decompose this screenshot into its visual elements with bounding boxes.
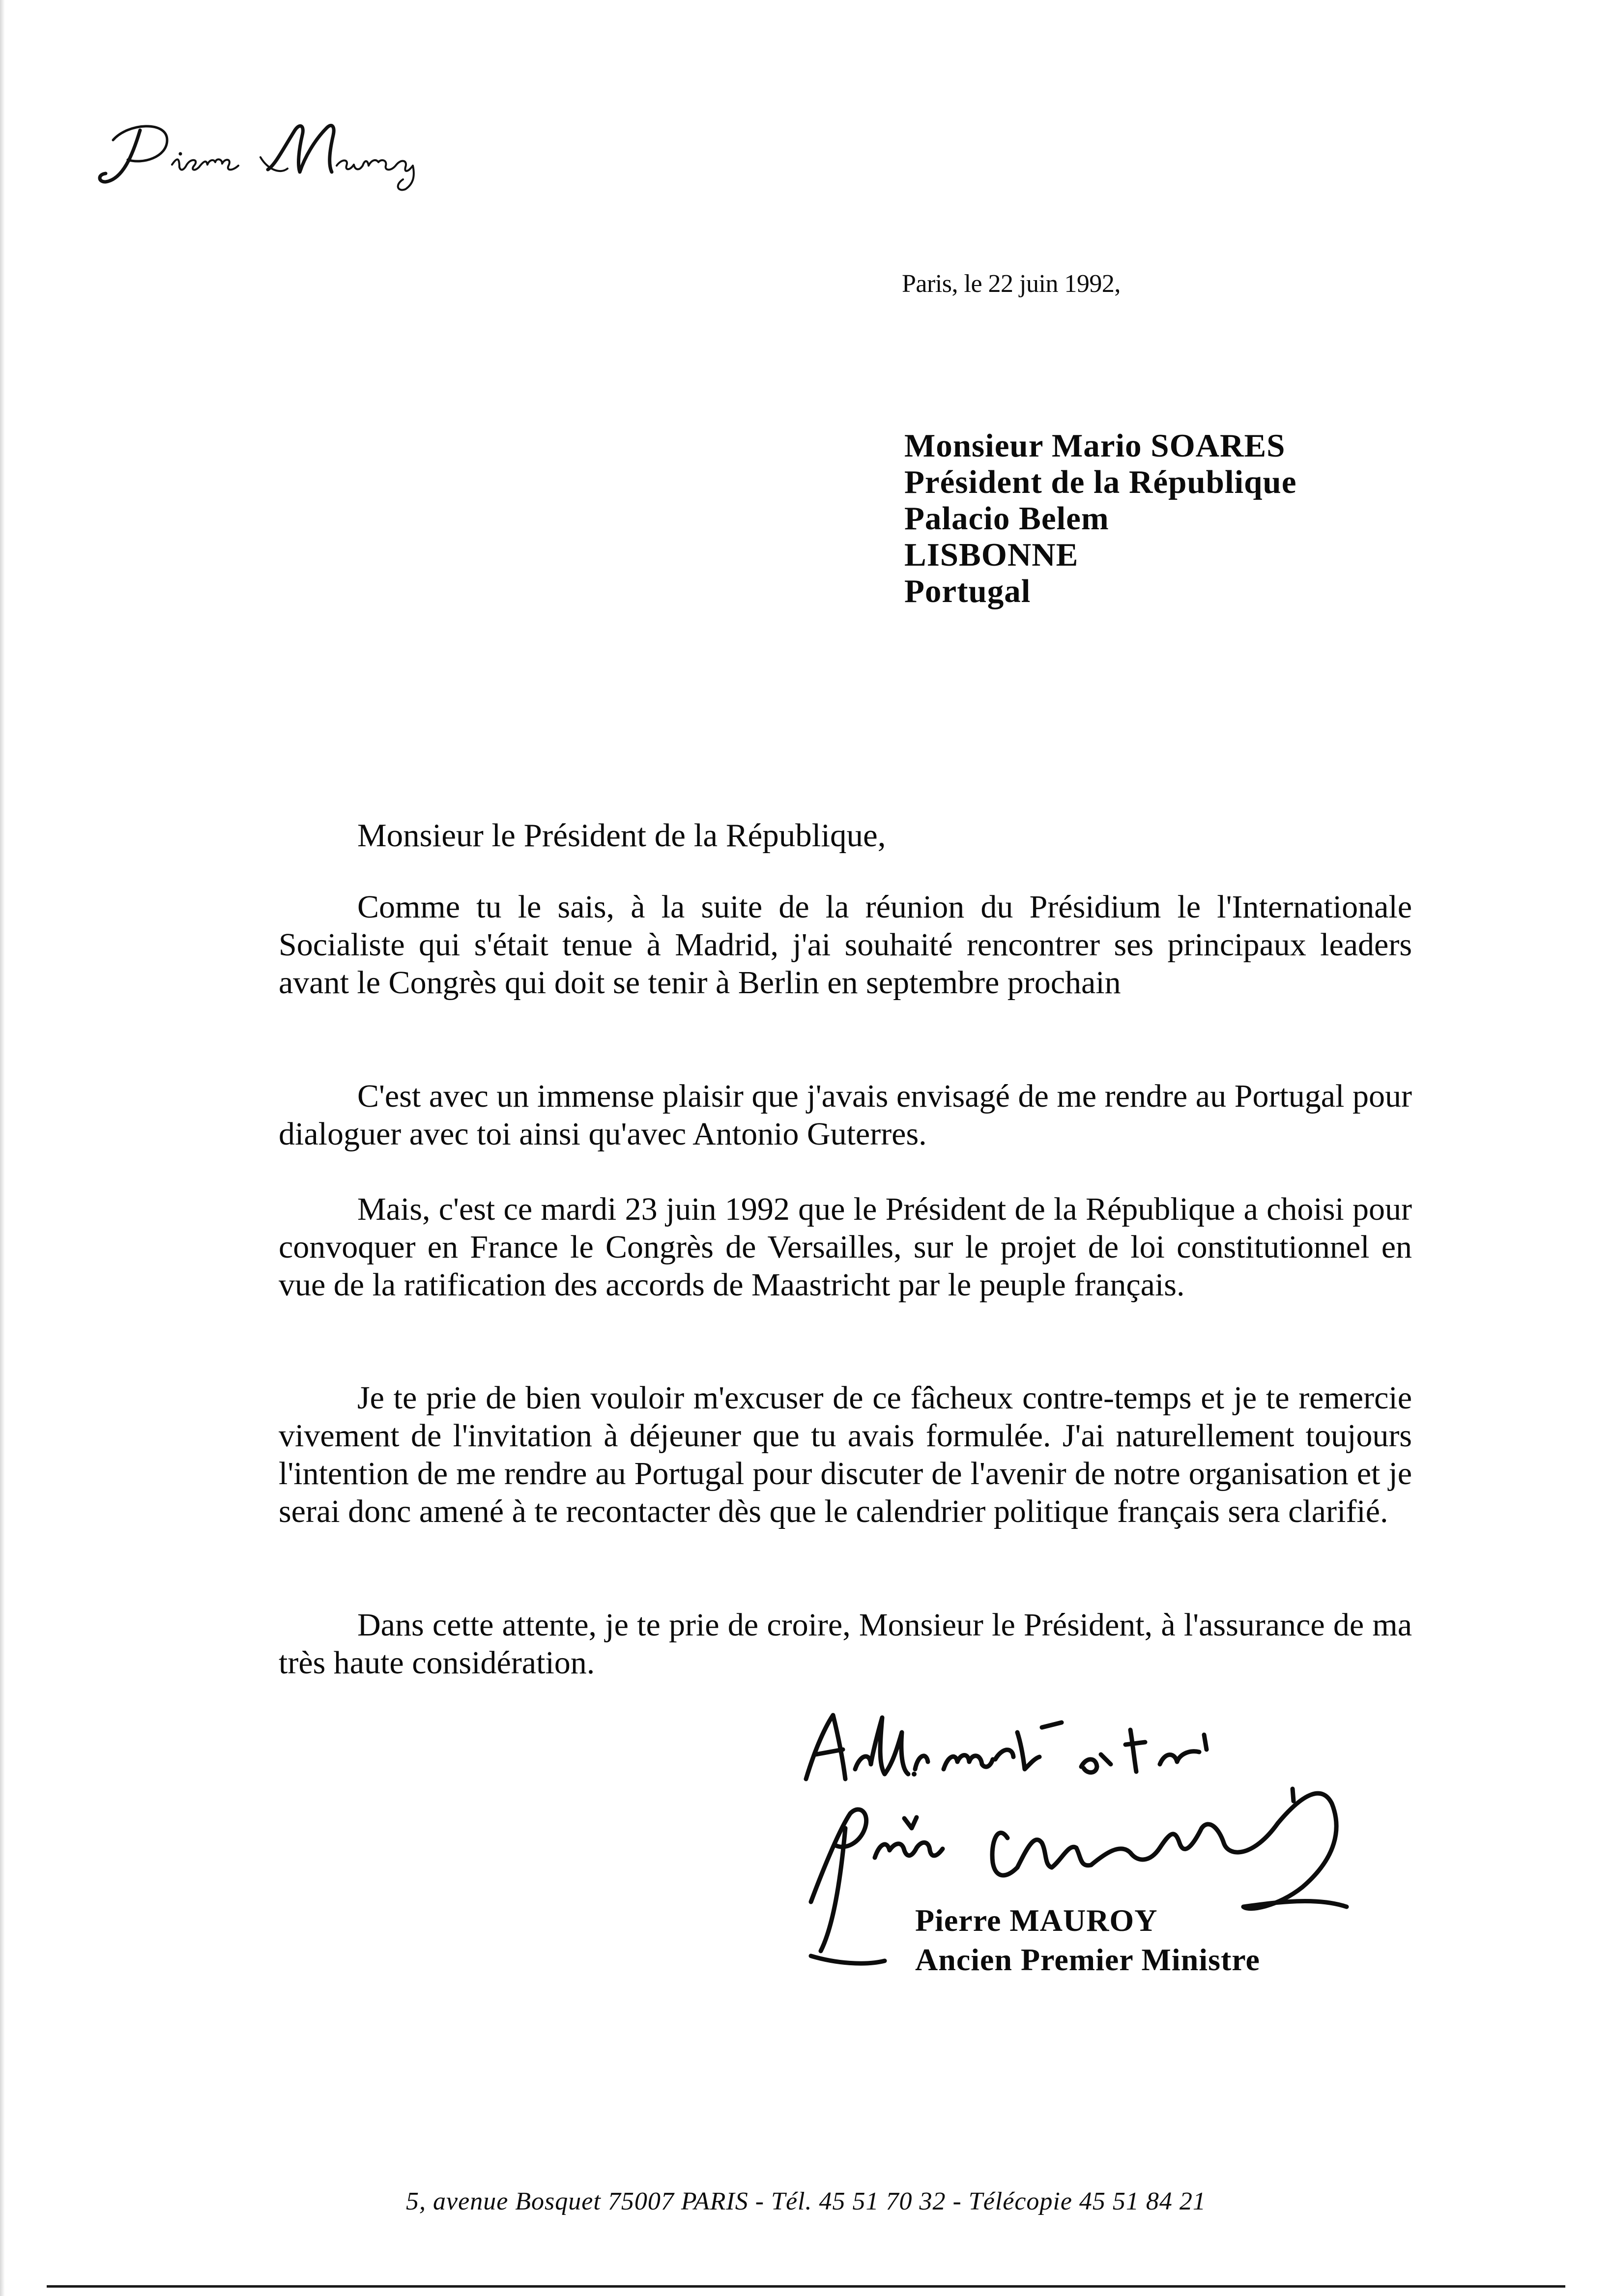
recipient-address <box>904 428 1296 609</box>
paragraph-text: Je te prie de bien vouloir m'excuser de ce fâcheux contre-temps et je te remercie vivement de l'invitation à déjeuner que tu avais formulée. J'ai naturellement toujours l'intention de me rendre au Portugal pour discuter de l'avenir de notre organisation et je serai donc amené à te recontacter dès que le calendrier politique français sera clarifié. <box>279 1380 1412 1529</box>
recipient-line: Monsieur Mario SOARES <box>904 428 1286 464</box>
paragraph-text: Comme tu le sais, à la suite de la réunion du Présidium le l'Internationale Socialiste qui s'était tenue à Madrid, j'ai souhaité rencontrer ses principaux leaders avant le Congrès qui doit se tenir à Berlin en septembre prochain <box>279 889 1412 1001</box>
paragraph-text: Dans cette attente, je te prie de croire, Monsieur le Président, à l'assurance de ma très haute considération. <box>279 1607 1412 1681</box>
scan-edge <box>0 0 5 2296</box>
salutation: Monsieur le Président de la République, <box>357 817 886 854</box>
body-paragraph-5 <box>279 1606 1412 1682</box>
recipient-line: Palacio Belem <box>904 500 1109 537</box>
footer-divider <box>47 2285 1565 2288</box>
letter-date: Paris, le 22 juin 1992, <box>902 270 1121 298</box>
paragraph-text: C'est avec un immense plaisir que j'avais envisagé de me rendre au Portugal pour dialoguer avec toi ainsi qu'avec Antonio Guterres. <box>279 1078 1412 1152</box>
body-paragraph-3 <box>279 1190 1412 1304</box>
body-paragraph-2 <box>279 1077 1412 1153</box>
body-paragraph-1 <box>279 888 1412 1002</box>
paragraph-text: Mais, c'est ce mardi 23 juin 1992 que le Président de la République a choisi pour convoquer en France le Congrès de Versailles, sur le projet de loi constitutionnel en vue de la ratification des accords de Maastricht par le peuple français. <box>279 1191 1412 1303</box>
recipient-line: Portugal <box>904 573 1031 609</box>
signer-block <box>915 1901 1260 1980</box>
signer-name: Pierre MAUROY <box>915 1903 1158 1938</box>
body-paragraph-4 <box>279 1379 1412 1530</box>
signer-title: Ancien Premier Ministre <box>915 1942 1260 1977</box>
recipient-line: LISBONNE <box>904 537 1079 573</box>
letterhead-logo <box>93 111 536 194</box>
recipient-line: Président de la République <box>904 464 1297 500</box>
letterhead-footer-address: 5, avenue Bosquet 75007 PARIS - Tél. 45 51 70 32 - Télécopie 45 51 84 21 <box>406 2187 1206 2215</box>
